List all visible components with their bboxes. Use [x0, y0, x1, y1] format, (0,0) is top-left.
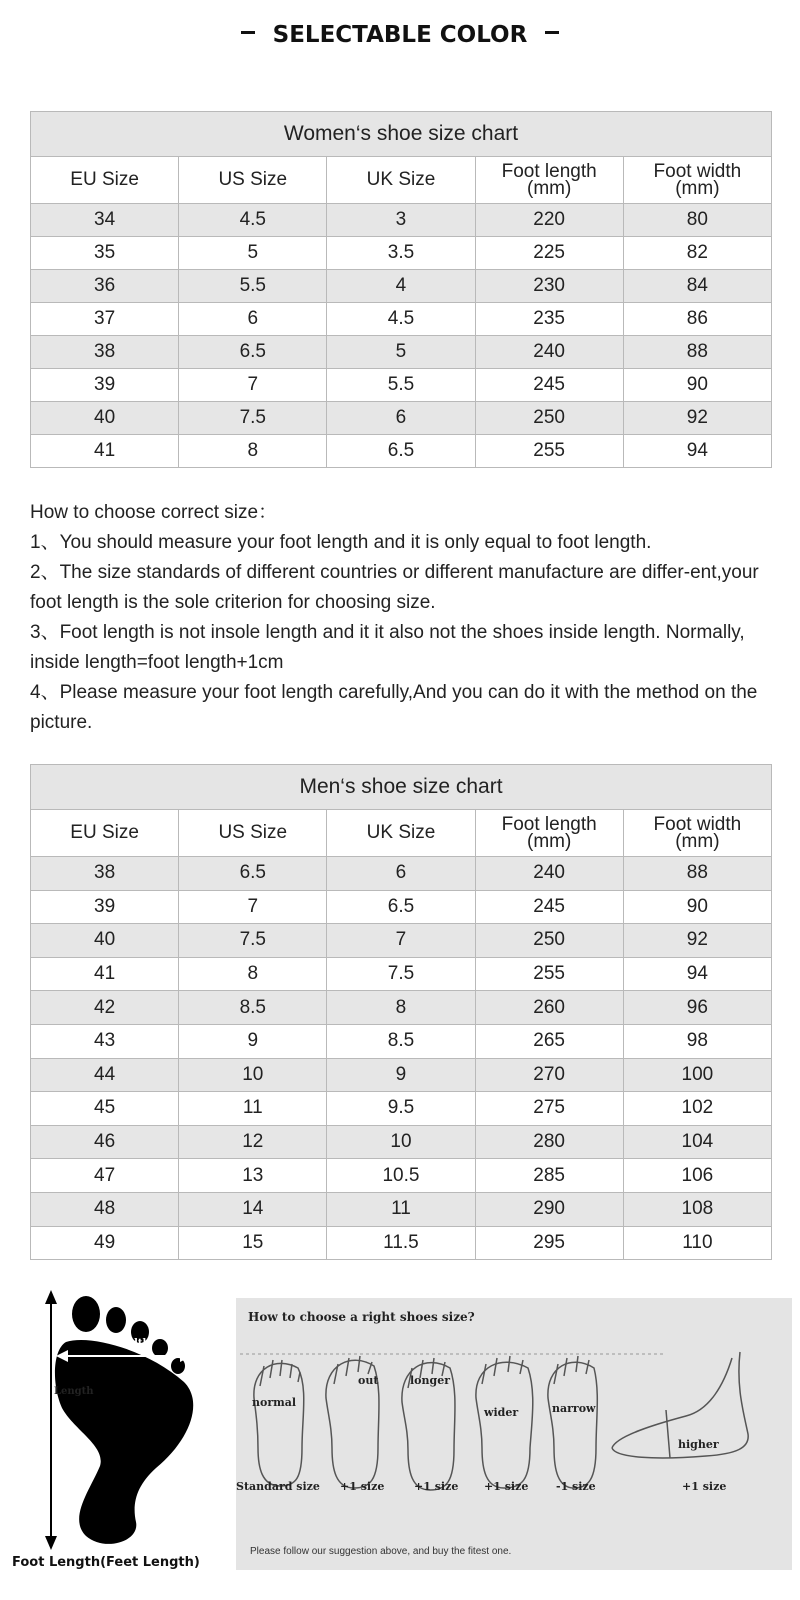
cell-length: 265	[475, 1024, 623, 1058]
cell-eu: 45	[31, 1092, 179, 1126]
foot-normal-label: normal	[252, 1396, 297, 1409]
women-table-body	[31, 204, 772, 468]
cell-uk: 6.5	[327, 435, 475, 468]
cell-width: 100	[623, 1058, 771, 1092]
cell-width: 96	[623, 991, 771, 1025]
cell-eu: 41	[31, 435, 179, 468]
guide-title: How to choose correct size：	[30, 502, 278, 523]
cell-width: 92	[623, 402, 771, 435]
women-col-width: Foot width (mm)	[623, 157, 771, 204]
width-label: Width	[116, 1338, 150, 1349]
men-table-body	[31, 857, 772, 1260]
cell-us: 7.5	[179, 924, 327, 958]
cell-eu: 44	[31, 1058, 179, 1092]
women-col-us: US Size	[179, 157, 327, 204]
cell-width: 90	[623, 890, 771, 924]
cell-length: 260	[475, 991, 623, 1025]
fit-guide-panel	[236, 1298, 792, 1570]
cell-eu: 39	[31, 369, 179, 402]
men-table-title: Men‘s shoe size chart	[31, 765, 772, 810]
size-guide	[30, 498, 775, 738]
cell-width: 90	[623, 369, 771, 402]
table-row	[31, 369, 772, 402]
women-col-uk: UK Size	[327, 157, 475, 204]
guide-item-4: 4、Please measure your foot length carefully,And you can do it with the method on the picture.	[30, 682, 758, 733]
cell-width: 88	[623, 857, 771, 891]
cell-length: 280	[475, 1125, 623, 1159]
men-col-width: Foot width (mm)	[623, 810, 771, 857]
guide-item-3: 3、Foot length is not insole length and it it also not the shoes inside length. Normally, inside length=foot length+1cm	[30, 622, 745, 673]
cell-eu: 42	[31, 991, 179, 1025]
cell-length: 255	[475, 957, 623, 991]
table-row	[31, 991, 772, 1025]
table-row	[31, 957, 772, 991]
table-row	[31, 1159, 772, 1193]
feet-outline-icons	[236, 1298, 792, 1570]
cell-length: 295	[475, 1226, 623, 1260]
women-size-table	[30, 111, 772, 468]
men-size-table	[30, 764, 772, 1260]
cell-uk: 8.5	[327, 1024, 475, 1058]
table-row	[31, 435, 772, 468]
table-row	[31, 1192, 772, 1226]
cell-length: 245	[475, 369, 623, 402]
women-table-title: Women‘s shoe size chart	[31, 112, 772, 157]
cell-length: 245	[475, 890, 623, 924]
cell-width: 98	[623, 1024, 771, 1058]
cell-uk: 3.5	[327, 237, 475, 270]
foot-wider-label: wider	[484, 1406, 519, 1419]
cell-uk: 7.5	[327, 957, 475, 991]
cell-us: 8	[179, 957, 327, 991]
foot-normal-size: Standard size	[236, 1480, 320, 1493]
cell-us: 11	[179, 1092, 327, 1126]
cell-us: 5	[179, 237, 327, 270]
cell-uk: 11.5	[327, 1226, 475, 1260]
cell-us: 5.5	[179, 270, 327, 303]
foot-longer-size: +1 size	[414, 1480, 459, 1493]
cell-us: 6	[179, 303, 327, 336]
cell-us: 13	[179, 1159, 327, 1193]
cell-width: 86	[623, 303, 771, 336]
cell-length: 240	[475, 336, 623, 369]
cell-eu: 34	[31, 204, 179, 237]
cell-us: 4.5	[179, 204, 327, 237]
cell-uk: 4	[327, 270, 475, 303]
cell-width: 94	[623, 435, 771, 468]
cell-eu: 41	[31, 957, 179, 991]
cell-uk: 10	[327, 1125, 475, 1159]
foot-wider-size: +1 size	[484, 1480, 529, 1493]
table-row	[31, 237, 772, 270]
cell-eu: 38	[31, 857, 179, 891]
guide-item-2: 2、The size standards of different countries or different manufacture are differ-ent,your foot length is the sole criterion for choosing size.	[30, 562, 759, 613]
foot-longer-label: longer	[410, 1374, 450, 1387]
foot-narrow-label: narrow	[552, 1402, 596, 1415]
cell-uk: 5.5	[327, 369, 475, 402]
men-col-us: US Size	[179, 810, 327, 857]
cell-us: 7	[179, 890, 327, 924]
women-col-length: Foot length (mm)	[475, 157, 623, 204]
cell-length: 290	[475, 1192, 623, 1226]
cell-eu: 40	[31, 402, 179, 435]
cell-us: 7	[179, 369, 327, 402]
length-label: Length	[54, 1386, 94, 1397]
cell-uk: 5	[327, 336, 475, 369]
cell-length: 225	[475, 237, 623, 270]
guide-item-1: 1、You should measure your foot length and it is only equal to foot length.	[30, 532, 652, 553]
men-col-uk: UK Size	[327, 810, 475, 857]
header-title: SELECTABLE COLOR	[272, 22, 528, 48]
cell-length: 270	[475, 1058, 623, 1092]
table-row	[31, 402, 772, 435]
cell-us: 8	[179, 435, 327, 468]
foot-length-caption: Foot Length(Feet Length)	[12, 1555, 200, 1570]
cell-uk: 10.5	[327, 1159, 475, 1193]
table-row	[31, 890, 772, 924]
cell-eu: 48	[31, 1192, 179, 1226]
fit-guide-title: How to choose a right shoes size?	[248, 1310, 475, 1324]
cell-uk: 6	[327, 857, 475, 891]
cell-uk: 9.5	[327, 1092, 475, 1126]
cell-uk: 4.5	[327, 303, 475, 336]
cell-eu: 46	[31, 1125, 179, 1159]
cell-uk: 7	[327, 924, 475, 958]
table-row	[31, 1125, 772, 1159]
table-row	[31, 204, 772, 237]
table-row	[31, 1058, 772, 1092]
cell-uk: 3	[327, 204, 475, 237]
men-col-eu: EU Size	[31, 810, 179, 857]
table-row	[31, 1024, 772, 1058]
cell-eu: 40	[31, 924, 179, 958]
cell-eu: 39	[31, 890, 179, 924]
foot-out-size: +1 size	[340, 1480, 385, 1493]
table-row	[31, 1092, 772, 1126]
header-dash-left	[241, 31, 255, 34]
cell-length: 250	[475, 924, 623, 958]
foot-narrow-size: -1 size	[556, 1480, 596, 1493]
cell-length: 235	[475, 303, 623, 336]
table-row	[31, 336, 772, 369]
foot-out-label: out	[358, 1374, 379, 1387]
cell-length: 220	[475, 204, 623, 237]
cell-eu: 49	[31, 1226, 179, 1260]
foot-measure-diagram	[8, 1290, 230, 1590]
cell-length: 250	[475, 402, 623, 435]
cell-us: 6.5	[179, 857, 327, 891]
cell-eu: 43	[31, 1024, 179, 1058]
table-row	[31, 270, 772, 303]
cell-length: 240	[475, 857, 623, 891]
table-row	[31, 1226, 772, 1260]
footprint-icon	[8, 1290, 230, 1550]
cell-width: 84	[623, 270, 771, 303]
table-row	[31, 303, 772, 336]
cell-uk: 6	[327, 402, 475, 435]
cell-width: 88	[623, 336, 771, 369]
foot-higher-label: higher	[678, 1438, 719, 1451]
cell-length: 275	[475, 1092, 623, 1126]
page-header	[0, 22, 800, 48]
cell-us: 14	[179, 1192, 327, 1226]
men-col-length: Foot length (mm)	[475, 810, 623, 857]
cell-length: 230	[475, 270, 623, 303]
cell-width: 106	[623, 1159, 771, 1193]
cell-us: 6.5	[179, 336, 327, 369]
cell-width: 108	[623, 1192, 771, 1226]
cell-us: 10	[179, 1058, 327, 1092]
foot-higher-size: +1 size	[682, 1480, 727, 1493]
cell-uk: 8	[327, 991, 475, 1025]
cell-us: 12	[179, 1125, 327, 1159]
cell-us: 9	[179, 1024, 327, 1058]
cell-us: 8.5	[179, 991, 327, 1025]
cell-eu: 38	[31, 336, 179, 369]
cell-eu: 35	[31, 237, 179, 270]
cell-uk: 6.5	[327, 890, 475, 924]
cell-width: 102	[623, 1092, 771, 1126]
cell-width: 110	[623, 1226, 771, 1260]
cell-uk: 11	[327, 1192, 475, 1226]
header-dash-right	[545, 31, 559, 34]
cell-eu: 37	[31, 303, 179, 336]
cell-eu: 36	[31, 270, 179, 303]
fit-guide-footer: Please follow our suggestion above, and buy the fitest one.	[250, 1546, 512, 1557]
cell-uk: 9	[327, 1058, 475, 1092]
cell-length: 255	[475, 435, 623, 468]
women-col-eu: EU Size	[31, 157, 179, 204]
table-row	[31, 857, 772, 891]
cell-width: 94	[623, 957, 771, 991]
cell-width: 82	[623, 237, 771, 270]
cell-length: 285	[475, 1159, 623, 1193]
cell-width: 92	[623, 924, 771, 958]
table-row	[31, 924, 772, 958]
cell-us: 15	[179, 1226, 327, 1260]
cell-width: 80	[623, 204, 771, 237]
cell-us: 7.5	[179, 402, 327, 435]
cell-width: 104	[623, 1125, 771, 1159]
cell-eu: 47	[31, 1159, 179, 1193]
